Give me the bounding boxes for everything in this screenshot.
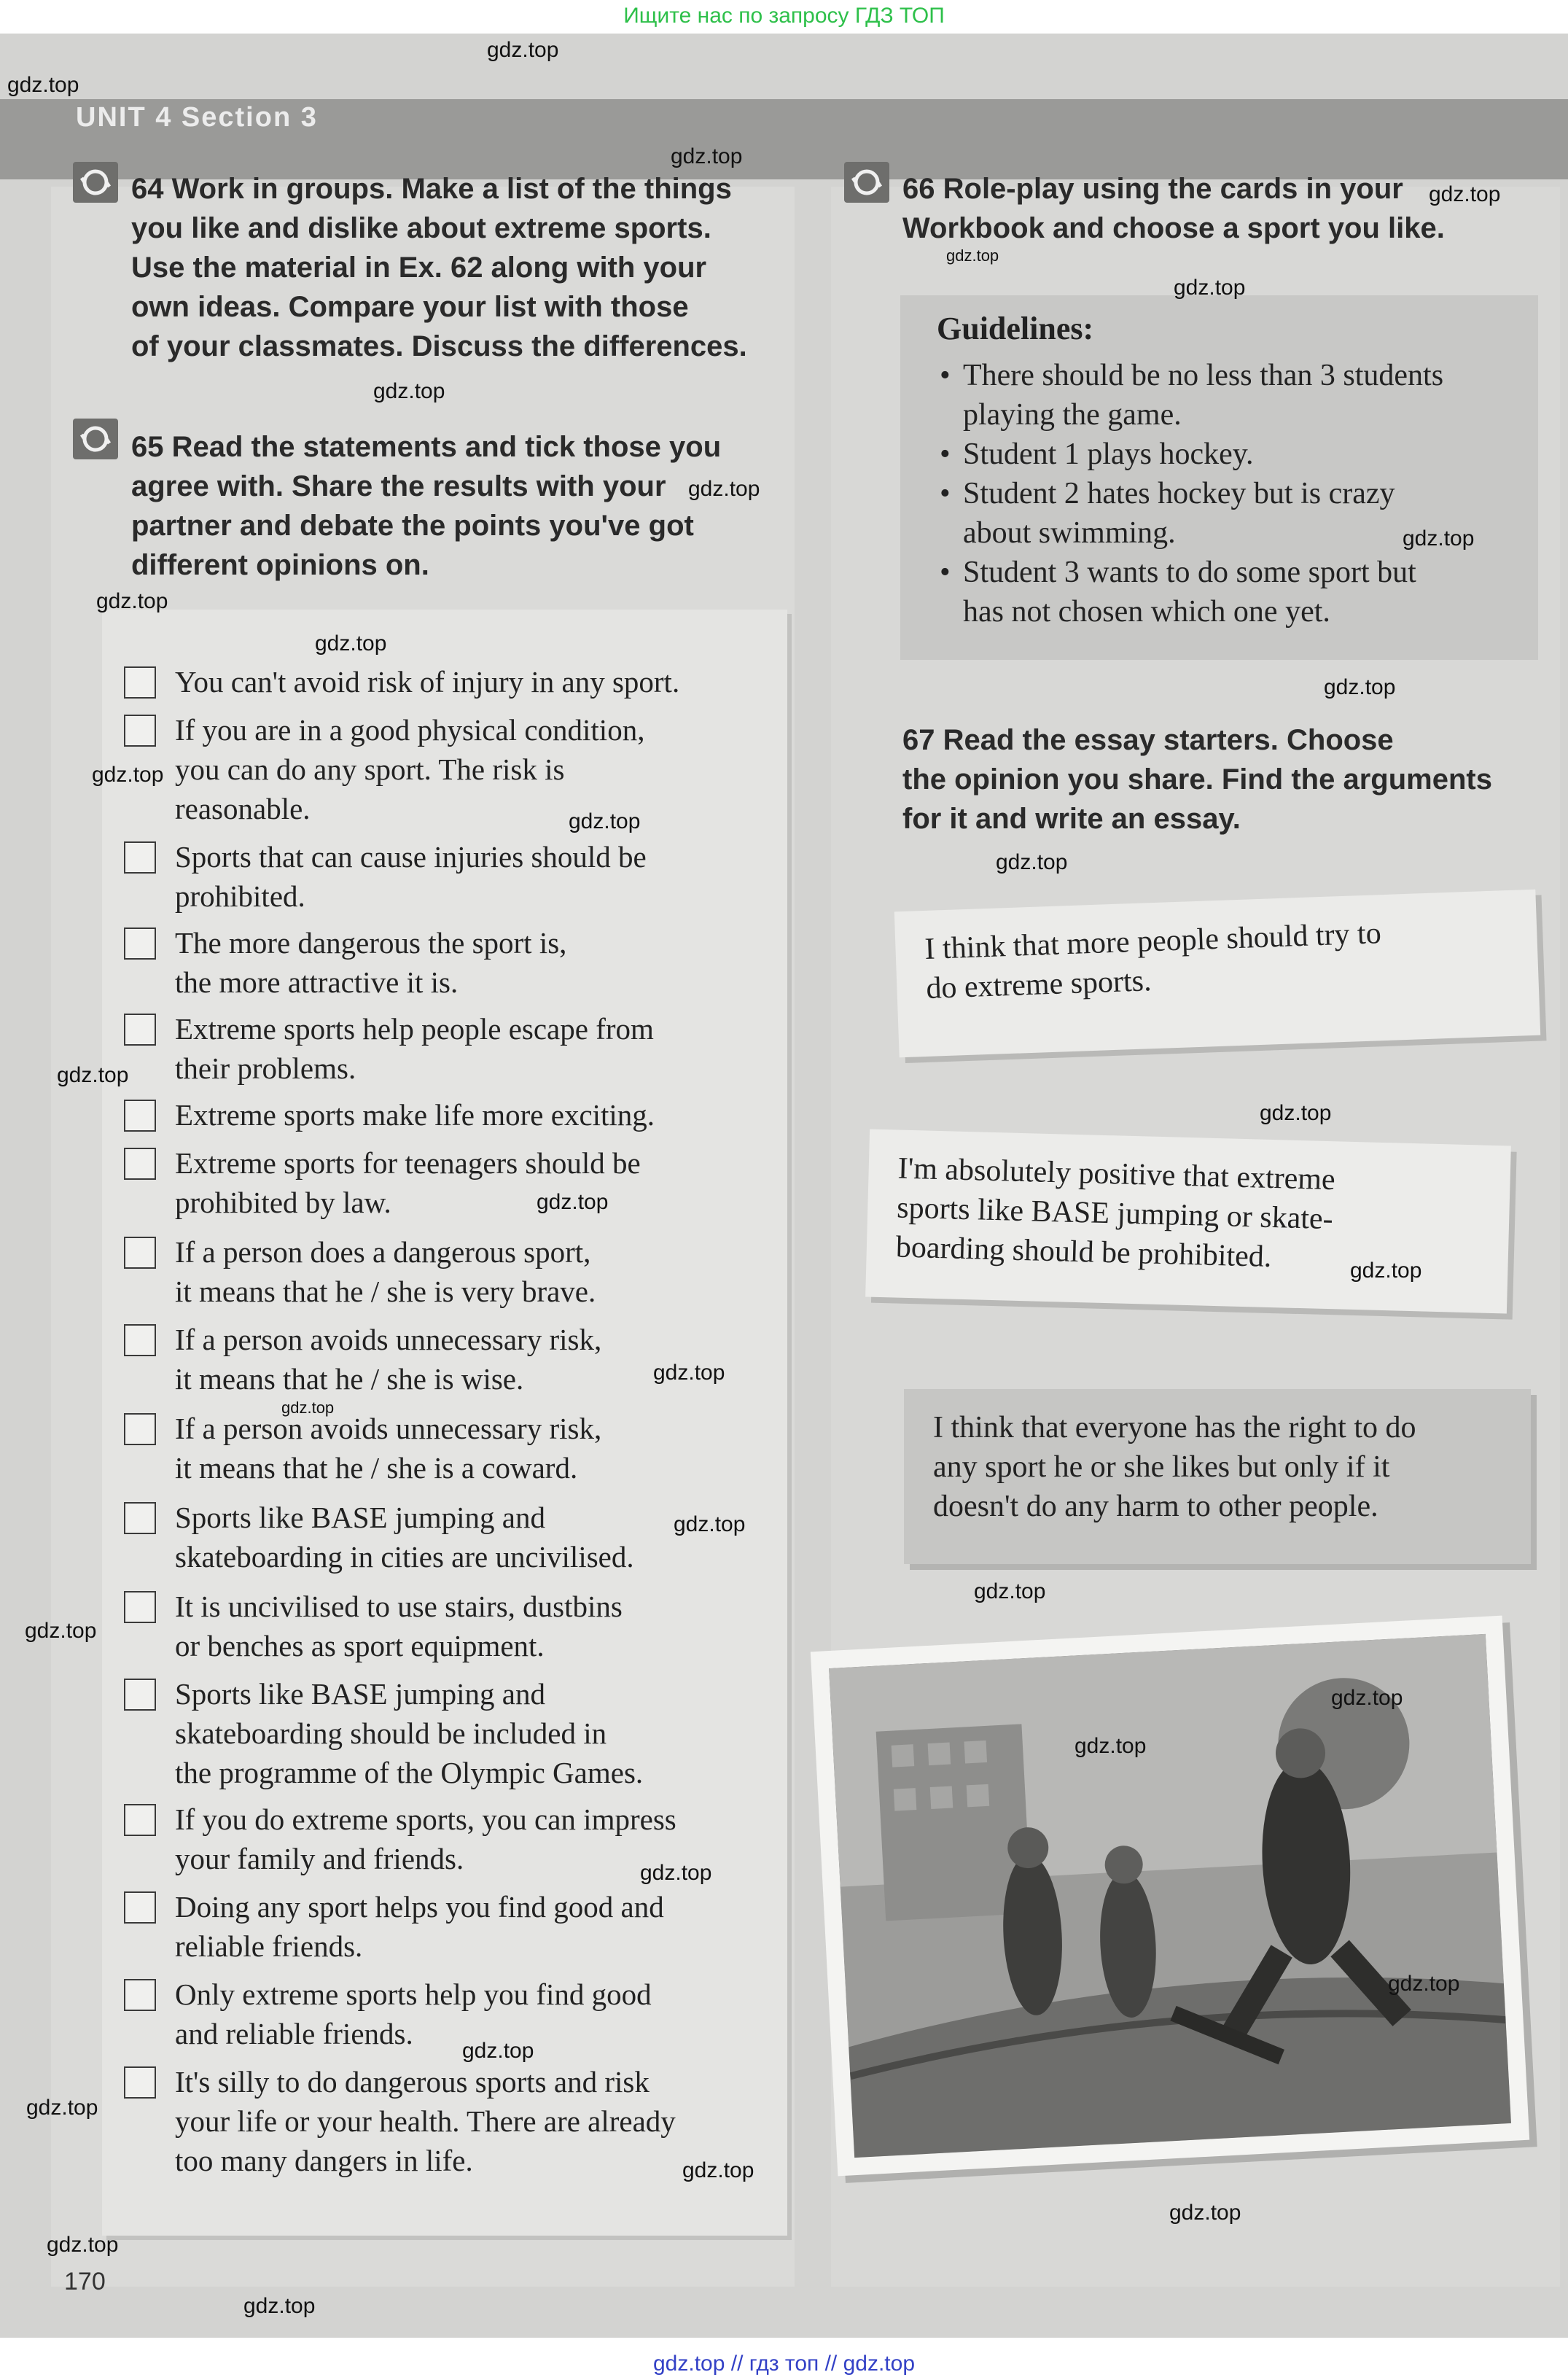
guideline-item: • Student 3 wants to do some sport but has not chosen which one yet. <box>937 553 1520 631</box>
guidelines-list <box>937 356 1520 631</box>
pair-work-icon <box>844 162 889 203</box>
checkbox[interactable] <box>124 841 156 874</box>
watermark: gdz.top <box>688 477 760 501</box>
watermark: gdz.top <box>671 144 743 168</box>
watermark: gdz.top <box>57 1063 129 1087</box>
checkbox[interactable] <box>124 1502 156 1534</box>
skateboarders-photo <box>811 1616 1529 2177</box>
pair-work-icon <box>73 419 118 459</box>
watermark: gdz.top <box>26 2096 98 2120</box>
checkbox[interactable] <box>124 1804 156 1836</box>
checkbox[interactable] <box>124 1324 156 1356</box>
checkbox[interactable] <box>124 1413 156 1445</box>
watermark: gdz.top <box>682 2158 754 2182</box>
guidelines-title: Guidelines: <box>937 311 1094 346</box>
watermark: gdz.top <box>1403 526 1475 551</box>
watermark: gdz.top <box>281 1399 335 1417</box>
page-number: 170 <box>64 2268 106 2295</box>
exercise-64-instructions: 64 Work in groups. Make a list of the things you like and dislike about extreme sports. Use the material in Ex. 62 along with your own ideas. Compare your list with those of your classmates. Discuss the differences. <box>131 173 747 362</box>
watermark: gdz.top <box>674 1512 746 1536</box>
watermark: gdz.top <box>7 73 79 97</box>
unit-title: UNIT 4 Section 3 <box>76 102 318 133</box>
guideline-item: • Student 1 plays hockey. <box>937 435 1520 474</box>
watermark: gdz.top <box>1388 1972 1460 1996</box>
checkbox[interactable] <box>124 928 156 960</box>
watermark: gdz.top <box>1324 675 1396 699</box>
top-banner[interactable]: Ищите нас по запросу ГДЗ ТОП <box>0 0 1568 32</box>
exercise-65-instructions: 65 Read the statements and tick those you agree with. Share the results with your partner and debate the points you've got different opinions on. <box>131 431 722 581</box>
checkbox[interactable] <box>124 2066 156 2099</box>
watermark: gdz.top <box>1350 1259 1422 1283</box>
photo-image <box>829 1634 1511 2158</box>
essay-starter-card: I think that more people should try to do extreme sports. <box>894 890 1540 1058</box>
checkbox[interactable] <box>124 1679 156 1711</box>
checkbox[interactable] <box>124 1237 156 1269</box>
checkbox[interactable] <box>124 715 156 747</box>
exercise-67-instructions: 67 Read the essay starters. Choose the opinion you share. Find the arguments for it and write an essay. <box>902 724 1492 835</box>
watermark: gdz.top <box>373 379 445 403</box>
watermark: gdz.top <box>1260 1101 1332 1125</box>
watermark: gdz.top <box>946 246 999 265</box>
watermark: gdz.top <box>1331 1686 1403 1710</box>
checkbox[interactable] <box>124 1148 156 1180</box>
watermark: gdz.top <box>653 1361 725 1385</box>
watermark: gdz.top <box>1169 2201 1241 2225</box>
watermark: gdz.top <box>96 589 168 613</box>
exercise-66-instructions: 66 Role-play using the cards in your Workbook and choose a sport you like. <box>902 173 1445 244</box>
essay-starter-card: I think that everyone has the right to do any sport he or she likes but only if it doesn't do any harm to other people. <box>904 1389 1531 1564</box>
watermark: gdz.top <box>974 1579 1046 1603</box>
statements-list: You can't avoid risk of injury in any sport. If you are in a good physical condition, you can do any sport. The risk is reasonable. Sports that can cause injuries should be prohibited. The more dangerous the sport is, the more attractive it is. Extreme sports help people escape from their problems. Extreme sports make life more exciting. Extreme sports for teenagers should be prohibited by law. If a person does a dangerous sport, it means that he / she is very brave. If a person avoids unnecessary risk, it means that he / she is wise. If a person avoids unnecessary risk, it means that he / she is a coward. Sports like BASE jumping and skateboarding in cities are uncivilised. It is uncivilised to use stairs, dustbins or benches as sport equipment. Sports like BASE jumping and skateboarding should be included in the programme of the Olympic Games. If you do extreme sports, you can impress your family and friends. Doing any sport helps you find good and reliable friends. Only extreme sports help you find good and reliable friends. It's silly to do dangerous sports and risk your life or your health. There are already too many dangers in life. <box>102 610 787 2236</box>
watermark: gdz.top <box>1174 276 1246 300</box>
watermark: gdz.top <box>92 763 164 787</box>
watermark: gdz.top <box>640 1861 712 1885</box>
checkbox[interactable] <box>124 1891 156 1924</box>
watermark: gdz.top <box>25 1619 97 1643</box>
guideline-item: • Student 2 hates hockey but is crazy about swimming. <box>937 474 1520 553</box>
watermark: gdz.top <box>996 850 1068 874</box>
watermark: gdz.top <box>243 2294 316 2318</box>
watermark: gdz.top <box>569 809 641 833</box>
pair-work-icon <box>73 162 118 203</box>
watermark: gdz.top <box>537 1190 609 1214</box>
checkbox[interactable] <box>124 666 156 699</box>
checkbox[interactable] <box>124 1014 156 1046</box>
watermark: gdz.top <box>1074 1734 1147 1758</box>
watermark: gdz.top <box>47 2233 119 2257</box>
watermark: gdz.top <box>315 631 387 656</box>
essay-starter-card: I'm absolutely positive that extreme sports like BASE jumping or skate- boarding should be prohibited. <box>865 1129 1511 1314</box>
watermark: gdz.top <box>487 38 559 62</box>
checkbox[interactable] <box>124 1979 156 2011</box>
bottom-banner[interactable]: gdz.top // гдз топ // gdz.top <box>652 2352 916 2376</box>
checkbox[interactable] <box>124 1100 156 1132</box>
guideline-item: • There should be no less than 3 students playing the game. <box>937 356 1520 435</box>
watermark: gdz.top <box>462 2039 534 2063</box>
checkbox[interactable] <box>124 1591 156 1623</box>
watermark: gdz.top <box>1429 182 1501 206</box>
